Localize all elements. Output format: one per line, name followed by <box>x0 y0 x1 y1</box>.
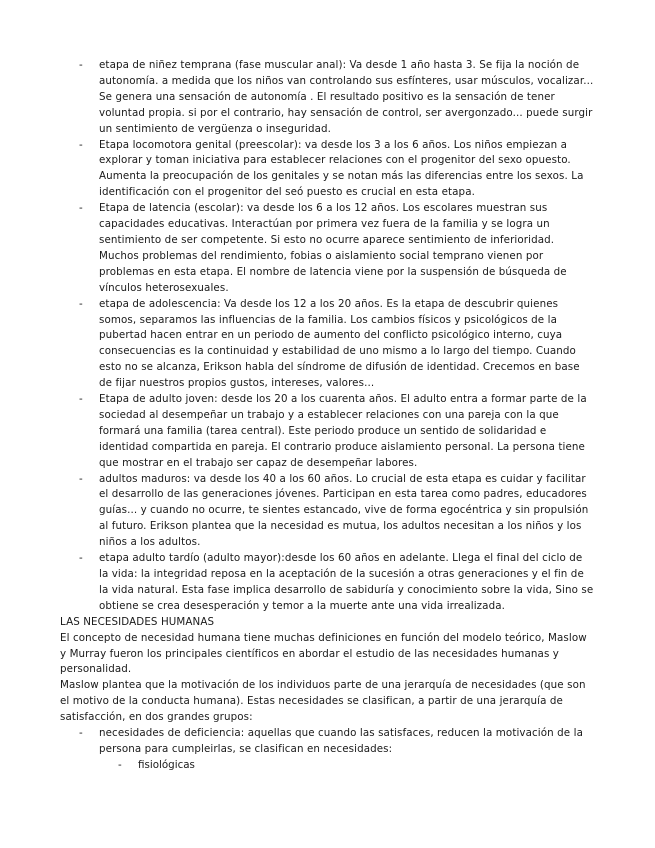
list-item <box>60 472 595 552</box>
list-item-text: necesidades de deficiencia: aquellas que cuando las satisfaces, reducen la motivación de la persona para cumpleirlas, se clasifican en necesidades: <box>99 727 583 755</box>
needs-list <box>60 726 595 758</box>
development-stages-list <box>60 58 595 615</box>
list-item <box>60 297 595 392</box>
list-item-text: Etapa de latencia (escolar): va desde los 6 a los 12 años. Los escolares muestran sus capacidades educativas. Interactúan por primera vez fuera de la familia y se logra un sentimiento de ser competente. Si esto no ocurre aparece sentimiento de inferioridad. Muchos problemas del rendimiento, fobias o aislamiento social temprano vienen por problemas en esta etapa. El nombre de latencia viene por la suspensión de búsqueda de vínculos heterosexuales. <box>99 202 567 294</box>
needs-sublist <box>60 758 595 774</box>
list-item-text: fisiológicas <box>138 758 195 771</box>
list-item-text: etapa de niñez temprana (fase muscular anal): Va desde 1 año hasta 3. Se fija la noción de autonomía. a medida que los niños van controlando sus esfínteres, usar músculos, vocalizar... Se genera una sensación de autonomía . El resultado positivo es la sensación de tener voluntad propia. si por el contrario, hay sensación de control, ser avergonzado... puede surgir un sentimiento de vergüenza o inseguridad. <box>99 59 594 135</box>
list-item <box>60 58 595 138</box>
bullet-dash: - <box>118 758 122 771</box>
list-item-text: etapa de adolescencia: Va desde los 12 a los 20 años. Es la etapa de descubrir quienes somos, separamos las influencias de la familia. Los cambios físicos y psicológicos de la pubertad hacen entrar en un periodo de aumento del conflicto psicológico interno, cuya consecuencias es la continuidad y estabilidad de uno mismo a lo largo del tiempo. Cuando esto no se alcanza, Erikson habla del síndrome de difusión de identidad. Crecemos en base de fijar nuestros propios gustos, intereses, valores... <box>99 297 580 390</box>
bullet-dash: - <box>79 393 83 406</box>
list-item <box>60 201 595 296</box>
list-item <box>60 726 595 758</box>
bullet-dash: - <box>79 297 83 310</box>
list-item-text: adultos maduros: va desde los 40 a los 60 años. Lo crucial de esta etapa es cuidar y facilitar el desarrollo de las generaciones jóvenes. Participan en esta tarea como padres, educadores guías... y cuando no ocurre, te sientes estancado, vive de forma egocéntrica y sin propulsión al futuro. Erikson plantea que la necesidad es mutua, los adultos necesitan a los niños y los niños a los adultos. <box>99 472 589 549</box>
section-heading: LAS NECESIDADES HUMANAS <box>60 615 215 628</box>
bullet-dash: - <box>79 472 83 485</box>
bullet-dash: - <box>79 59 83 71</box>
list-item <box>60 138 595 202</box>
paragraph: El concepto de necesidad humana tiene muchas definiciones en función del modelo teórico, Maslow y Murray fueron los principales científicos en abordar el estudio de las necesidades humanas y personalidad. <box>60 631 587 676</box>
list-item <box>60 758 595 774</box>
list-item-text: etapa adulto tardío (adulto mayor):desde los 60 años en adelante. Llega el final del ciclo de la vida: la integridad reposa en la aceptación de la sucesión a otras generaciones y el fin de la vida natural. Esta fase implica desarrollo de sabiduría y conocimiento sobre la vida, Sino se obtiene se crea desesperación y temor a la muerte ante una vida irrealizada. <box>99 552 594 612</box>
paragraph: Maslow plantea que la motivación de los individuos parte de una jerarquía de necesidades (que son el motivo de la conducta humana). Estas necesidades se clasifican, a partir de una jerarquía de satisfacción, en dos grandes grupos: <box>60 679 586 724</box>
bullet-dash: - <box>79 727 83 740</box>
list-item <box>60 392 595 472</box>
bullet-dash: - <box>79 202 83 215</box>
bullet-dash: - <box>79 552 83 565</box>
list-item-text: Etapa locomotora genital (preescolar): va desde los 3 a los 6 años. Los niños empiezan a explorar y toman iniciativa para establecer relaciones con el progenitor del sexo opuesto. Aumenta la preocupación de los genitales y se notan más las diferencias entre los sexos. La identificación con el progenitor del seó puesto es crucial en esta etapa. <box>99 138 584 199</box>
list-item <box>60 551 595 615</box>
list-item-text: Etapa de adulto joven: desde los 20 a los cuarenta años. El adulto entra a formar parte de la sociedad al desempeñar un trabajo y a establecer relaciones con una pareja con la que formará una familia (tarea central). Este periodo produce un sentido de solidaridad e identidad compartida en pareja. El contrario produce aislamiento personal. La persona tiene que mostrar en el trabajo ser capaz de desempeñar labores. <box>99 393 587 469</box>
bullet-dash: - <box>79 138 83 151</box>
